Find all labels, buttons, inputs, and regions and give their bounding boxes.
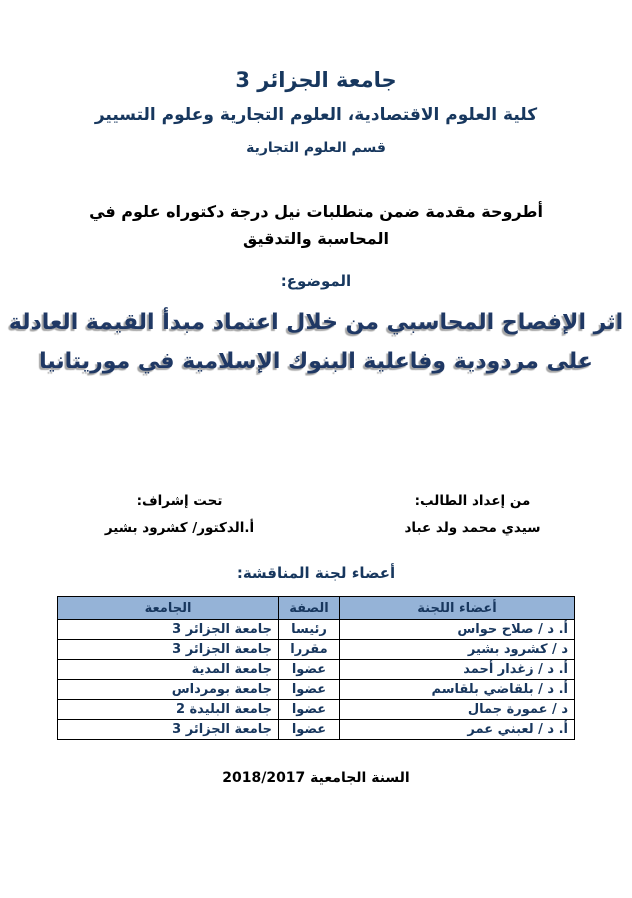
supervisor-block — [92, 493, 267, 536]
table-row — [58, 680, 575, 700]
department-name: قسم العلوم التجارية — [246, 140, 386, 156]
committee-table-body — [58, 620, 575, 740]
table-header-members: أعضاء اللجنة — [340, 597, 575, 620]
cell-university: جامعة الجزائر 3 — [58, 620, 279, 640]
supervisor-name: أ.الدكتور/ كشرود بشير — [104, 520, 255, 537]
document-header — [0, 0, 632, 156]
cell-member: أ. د / زغدار أحمد — [340, 660, 575, 680]
student-name: سيدي محمد ولد عباد — [404, 520, 541, 537]
cell-university: جامعة المدية — [58, 660, 279, 680]
table-header-row — [58, 597, 575, 620]
subject-label: الموضوع: — [280, 272, 352, 291]
cell-role: مقررا — [279, 640, 340, 660]
academic-year: السنة الجامعية 2018/2017 — [222, 770, 410, 787]
thesis-statement — [0, 198, 632, 252]
cell-member: أ. د / لعبني عمر — [340, 720, 575, 740]
supervisor-label: تحت إشراف: — [136, 493, 223, 510]
student-block — [385, 493, 560, 536]
table-row — [58, 640, 575, 660]
cell-member: د / كشرود بشير — [340, 640, 575, 660]
cell-member: أ. د / صلاح حواس — [340, 620, 575, 640]
cell-university: جامعة الجزائر 3 — [58, 720, 279, 740]
cell-university: جامعة الجزائر 3 — [58, 640, 279, 660]
thesis-statement-line2: المحاسبة والتدقيق — [243, 229, 389, 249]
thesis-statement-line1: أطروحة مقدمة ضمن متطلبات نيل درجة دكتوراه علوم في — [89, 202, 543, 221]
cell-role: عضوا — [279, 720, 340, 740]
committee-table — [57, 596, 575, 740]
thesis-title-line1: اثر الإفصاح المحاسبي من خلال اعتماد مبدأ القيمة العادلة — [8, 310, 624, 336]
table-row — [58, 700, 575, 720]
cell-member: أ. د / بلقاضي بلقاسم — [340, 680, 575, 700]
cell-university: جامعة بومرداس — [58, 680, 279, 700]
cell-role: عضوا — [279, 660, 340, 680]
table-row — [58, 720, 575, 740]
committee-heading: أعضاء لجنة المناقشة: — [236, 564, 396, 583]
committee-table-head — [58, 597, 575, 620]
cell-role: عضوا — [279, 680, 340, 700]
table-row — [58, 620, 575, 640]
table-header-role: الصفة — [279, 597, 340, 620]
cell-member: د / عمورة جمال — [340, 700, 575, 720]
university-name: جامعة الجزائر 3 — [235, 68, 397, 92]
table-header-university: الجامعة — [58, 597, 279, 620]
faculty-name: كلية العلوم الاقتصادية، العلوم التجارية وعلوم التسيير — [94, 105, 538, 125]
student-label: من إعداد الطالب: — [414, 493, 531, 510]
thesis-title — [0, 304, 632, 381]
thesis-title-line2: على مردودية وفاعلية البنوك الإسلامية في موريتانيا — [39, 348, 593, 374]
table-row — [58, 660, 575, 680]
people-row — [0, 493, 632, 536]
cell-role: عضوا — [279, 700, 340, 720]
cell-role: رئيسا — [279, 620, 340, 640]
cell-university: جامعة البليدة 2 — [58, 700, 279, 720]
